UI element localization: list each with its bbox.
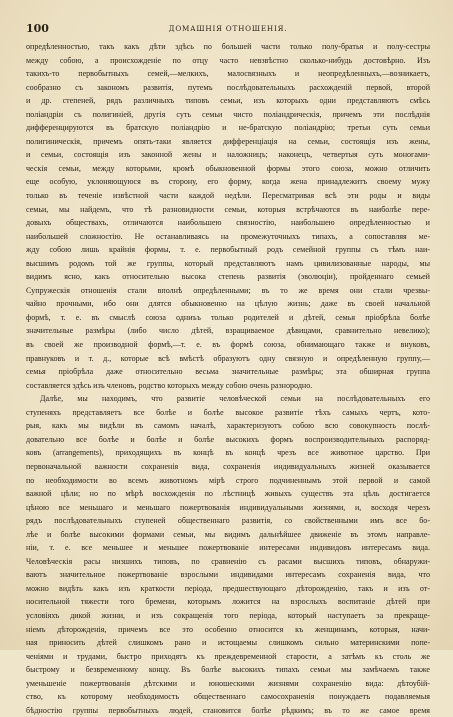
text-line: ніи, т. е. все меньшее и меньшее пожертвованіе интересами индивидовъ интересамъ вида. xyxy=(26,543,430,553)
text-line: по необходимости во всемъ животномъ мірѣ строго подчиненнымъ этой первой и самой xyxy=(26,475,430,485)
text-line: Далѣе, мы находимъ, что развитіе человѣческой семьи на послѣдовательныхъ его xyxy=(40,394,430,404)
text-line: первоначальной важности сохраненія вида, сохраненія индивидуальныхъ жизней оказывается xyxy=(26,461,430,471)
text-line: ступеняхъ представляетъ все болѣе и болѣе высокое развитіе тѣхъ самыхъ чертъ, кото- xyxy=(26,407,430,417)
text-line: поліандріи съ полигиніей, другія суть семьи чисто поліандрическія, причемъ эти послѣднія xyxy=(26,109,430,119)
text-line: правнуковъ и т. д., которые всѣ вмѣстѣ образуютъ одну связную и опредѣленную группу,— xyxy=(26,353,430,363)
text-line: опредѣленностью, такъ какъ дѣти здѣсь по большей части только полу-братья и полу-сестры xyxy=(26,42,430,51)
text-line: жду собою лишь крайнія формы, т. е. первобытный родъ семейной группы съ тѣмъ наи- xyxy=(26,245,430,255)
text-line: ніемъ дѣторожденія, причемъ все это особенно относится къ женщинамъ, которыя, начи- xyxy=(26,624,430,634)
text-line: и др. степеней, рядъ различныхъ типовъ семьи, изъ которыхъ одни представляютъ смѣсь xyxy=(26,96,430,106)
text-line: Человѣческія расы низшихъ типовъ, по сравненію съ расами высшихъ типовъ, обнаружи- xyxy=(26,556,430,566)
text-line: чайно прочными, ибо они длятся обыкновенно на цѣлую жизнь; даже въ своей начальной xyxy=(26,299,430,309)
running-title: ДОМАШНІЯ ОТНОШЕНІЯ. xyxy=(168,24,288,33)
text-line: носительной тяжести того бремени, которымъ ложится на взрослыхъ воспитаніе дѣтей при xyxy=(26,597,430,607)
text-line: полигиническія, причемъ опять-таки является дифференціація на семьи, состоящія изъ жены, xyxy=(26,136,430,146)
text-line: довательно все болѣе и болѣе и болѣе высокихъ формъ воспроизводительныхъ распоряд- xyxy=(26,434,430,444)
running-head xyxy=(26,24,430,36)
text-line: въ своей же производной формѣ,—т. е. въ формѣ союза, обнимающаго также и внуковъ, xyxy=(26,340,430,350)
text-line: высшимъ родомъ той же группы, который представляютъ намъ цивилизованные народы, мы xyxy=(26,258,430,268)
text-line: наибольшей сложностію. Не останавливаясь на промежуточныхъ типахъ, а сопоставляя ме- xyxy=(26,231,430,241)
text-line: лѣе и болѣе высокими формами семьи, мы видимъ дальнѣйшее движеніе въ этомъ направле- xyxy=(26,529,430,539)
text-line: дифференцируются въ братскую поліандрію и не-братскую поліандрію; третьи суть семьи xyxy=(26,123,430,133)
text-line: между собою, а происхожденіе по отцу часто невзвѣстно сколько-нибудь достовѣрно. Изъ xyxy=(26,55,430,65)
text-line: ческія семьи, между которыми, кромѣ обыкновенной формы этого союза, можно отличить xyxy=(26,163,430,173)
page-number: 100 xyxy=(26,22,49,35)
text-line: бѣдностію группы первобытныхъ людей, становится болѣе рѣдкимъ; въ то же самое время xyxy=(26,705,430,715)
text-line: значительные размѣры (либо число дѣтей, взращиваемое дѣвицами, сравнительно невелико); xyxy=(26,326,430,336)
text-line: составляется здѣсь изъ членовъ, родство которыхъ между собою очень разнородно. xyxy=(26,380,313,390)
text-line: довыхъ обществахъ, отличаются наибольшею связностію, наибольшею опредѣленностью и xyxy=(26,218,430,228)
text-line: семья пріобрѣла даже относительно весьма значительные размѣры; эта обширная группа xyxy=(26,367,430,377)
text-line: сообразно съ закономъ развитія, путемъ послѣдовательныхъ расхожденій первой, второй xyxy=(26,82,430,92)
text-line: важной цѣли; но по мѣрѣ восхожденія по лѣстницѣ живыхъ существъ эта цѣль достигается xyxy=(26,489,430,499)
text-line: ная приносить дѣтей слишкомъ рано и истощаемы слишкомъ сильно материнскими попе- xyxy=(26,638,430,648)
text-line: ваютъ значительное пожертвованіе взрослыми индивидами интересамъ сохраненія вида, что xyxy=(26,570,430,580)
body-text xyxy=(26,40,430,717)
text-line: цѣною все меньшаго и меньшаго пожертвованія индивидуальными жизнями, и, восходя черезъ xyxy=(26,502,430,512)
text-line: ченіями и трудами, быстро приходятъ къ преждевременной старости, а затѣмъ къ столь же xyxy=(26,651,430,661)
text-line: уменьшеніе пожертвованія дѣтскими и юношескими жизнями сохраненію вида: дѣтоубій- xyxy=(26,678,430,688)
text-line: условіяхъ дикой жизни, и изъ сокращенія того періода, который наступаетъ за прекраще- xyxy=(26,610,430,620)
text-line: только въ теченіе извѣстной части каждой недѣли. Пересматривая всѣ эти роды и виды xyxy=(26,191,430,201)
text-line: еще особую, уклоняющуюся въ сторону, его форму, когда жена принадлежитъ своему мужу xyxy=(26,177,430,187)
text-line: такихъ-то первобытныхъ семей,—мелкихъ, малосвязныхъ и неопредѣленныхъ,—возникаетъ, xyxy=(26,69,430,79)
text-line: и семьи, состоящія изъ законной жены и наложницъ; наконецъ, четвертыя суть моногами- xyxy=(26,150,430,160)
text-line: видимъ ясно, какъ относительно высока степень развитія (эволюціи), пройденнаго семьей xyxy=(26,272,430,282)
text-line: ковъ (arrangements), приходящихъ въ концѣ въ концѣ чрезъ все животное царство. При xyxy=(26,448,430,458)
text-line: формѣ, т. е. въ смыслѣ союза одниъъ только родителей и дѣтей, семья пріобрѣла болѣе xyxy=(26,312,430,322)
text-line: ство, къ которому необходимость общественнаго самосохраненія понуждаетъ подавляемыя xyxy=(26,692,430,702)
text-line: можно видѣть какъ изъ краткости періода, предшествующаго дѣторожденію, такъ и изъ от- xyxy=(26,583,430,593)
text-line: семьи, мы найдемъ, что тѣ разновидности семьи, которыя встрѣчаются въ наиболѣе пере- xyxy=(26,204,430,214)
text-line: быстрому и безвременному концу. Въ болѣе высокихъ типахъ семьи мы замѣчаемъ также xyxy=(26,665,430,675)
text-line: рядъ послѣдовательныхъ ступеней общественнаго развитія, со свойственными имъ все бо- xyxy=(26,516,430,526)
text-line: рыя, какъ мы видѣли въ самомъ началѣ, характеризуютъ собою всю совокупность послѣ- xyxy=(26,421,430,431)
text-line: Супружескія отношенія стали вполнѣ опредѣленными; въ то же время они стали чрезвы- xyxy=(26,285,430,295)
